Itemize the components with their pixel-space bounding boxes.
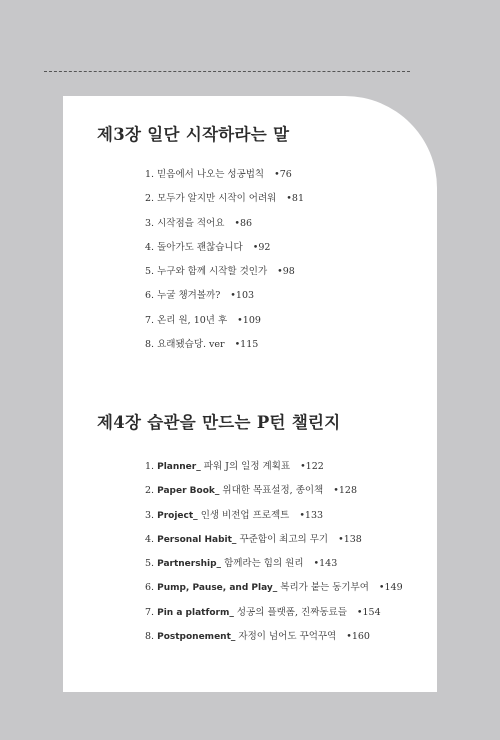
item-number: 4. — [145, 241, 155, 253]
chapter-4-contents — [145, 458, 403, 652]
toc-item[interactable] — [145, 579, 403, 603]
item-number: 8. — [145, 631, 155, 643]
item-number: 3. — [145, 509, 155, 521]
item-english-title: Pin a platform_ — [157, 607, 234, 618]
chapter-3-contents — [145, 166, 304, 360]
item-title: 파워 J의 일정 계획표 — [203, 461, 291, 472]
item-page: •86 — [234, 217, 253, 229]
item-number: 6. — [145, 582, 155, 594]
item-title: 성공의 플랫폼, 진짜동료들 — [236, 606, 347, 618]
item-page: •138 — [338, 533, 362, 545]
toc-item[interactable] — [145, 555, 403, 579]
item-number: 2. — [145, 485, 155, 497]
chapter-4-title: 제4장 습관을 만드는 P턴 챌린지 — [97, 413, 341, 432]
toc-item[interactable] — [145, 166, 304, 190]
item-title: 돌아가도 괜찮습니다 — [157, 241, 243, 253]
toc-item[interactable] — [145, 507, 403, 531]
item-english-title: Pump, Pause, and Play_ — [157, 583, 278, 594]
item-number: 4. — [145, 533, 155, 545]
toc-item[interactable] — [145, 482, 403, 506]
toc-page — [63, 96, 437, 692]
item-number: 6. — [145, 290, 155, 302]
toc-item[interactable] — [145, 312, 304, 336]
item-title: 누굴 챙겨볼까? — [157, 290, 221, 302]
item-title: 온리 원, 10년 후 — [157, 314, 228, 326]
item-english-title: Planner_ — [157, 462, 201, 472]
dotted-divider — [44, 71, 410, 72]
item-title: 복리가 붙는 동기부여 — [280, 582, 369, 594]
item-page: •76 — [274, 169, 292, 180]
toc-item[interactable] — [145, 190, 304, 214]
toc-item[interactable] — [145, 604, 403, 628]
item-title: 꾸준함이 최고의 무기 — [239, 533, 329, 545]
item-title: 요래됐습당. ver — [157, 339, 225, 351]
item-page: •103 — [230, 290, 255, 302]
item-title: 위대한 목표설정, 종이책 — [222, 485, 324, 497]
item-page: •98 — [277, 266, 295, 278]
toc-item[interactable] — [145, 215, 304, 239]
item-page: •133 — [299, 509, 324, 521]
item-english-title: Partnership_ — [157, 559, 222, 570]
item-title: 믿음에서 나오는 성공법칙 — [157, 169, 265, 180]
item-page: •92 — [252, 241, 271, 253]
item-page: •154 — [356, 606, 381, 618]
toc-item[interactable] — [145, 263, 304, 287]
item-number: 3. — [145, 217, 155, 229]
item-number: 5. — [145, 266, 155, 278]
item-page: •128 — [333, 485, 357, 497]
item-english-title: Paper Book_ — [157, 486, 220, 497]
item-number: 1. — [145, 461, 155, 472]
chapter-3-title: 제3장 일단 시작하라는 말 — [97, 125, 290, 144]
item-page: •115 — [234, 339, 259, 351]
item-number: 1. — [145, 169, 155, 180]
item-page: •160 — [346, 631, 370, 643]
item-number: 7. — [145, 314, 155, 326]
item-title: 인생 비전업 프로젝트 — [200, 509, 290, 521]
item-page: •122 — [300, 461, 324, 472]
item-english-title: Personal Habit_ — [157, 534, 237, 545]
item-english-title: Project_ — [157, 510, 198, 521]
item-title: 시작점을 적어요 — [157, 217, 225, 229]
item-number: 2. — [145, 193, 155, 205]
toc-item[interactable] — [145, 531, 403, 555]
toc-item[interactable] — [145, 239, 304, 263]
item-english-title: Postponement_ — [157, 632, 236, 643]
item-title: 누구와 함께 시작할 것인가 — [157, 266, 268, 278]
item-page: •81 — [286, 193, 304, 205]
toc-item[interactable] — [145, 458, 403, 482]
toc-item[interactable] — [145, 287, 304, 311]
item-number: 5. — [145, 558, 155, 570]
item-page: •149 — [378, 582, 403, 594]
item-page: •143 — [313, 558, 338, 570]
toc-item[interactable] — [145, 336, 304, 360]
item-number: 8. — [145, 339, 155, 351]
item-page: •109 — [237, 314, 261, 326]
toc-item[interactable] — [145, 628, 403, 652]
item-number: 7. — [145, 606, 155, 618]
item-title: 자정이 넘어도 꾸억꾸역 — [238, 631, 337, 643]
item-title: 함께라는 힘의 원리 — [224, 558, 304, 570]
item-title: 모두가 알지만 시작이 어려워 — [157, 193, 277, 205]
